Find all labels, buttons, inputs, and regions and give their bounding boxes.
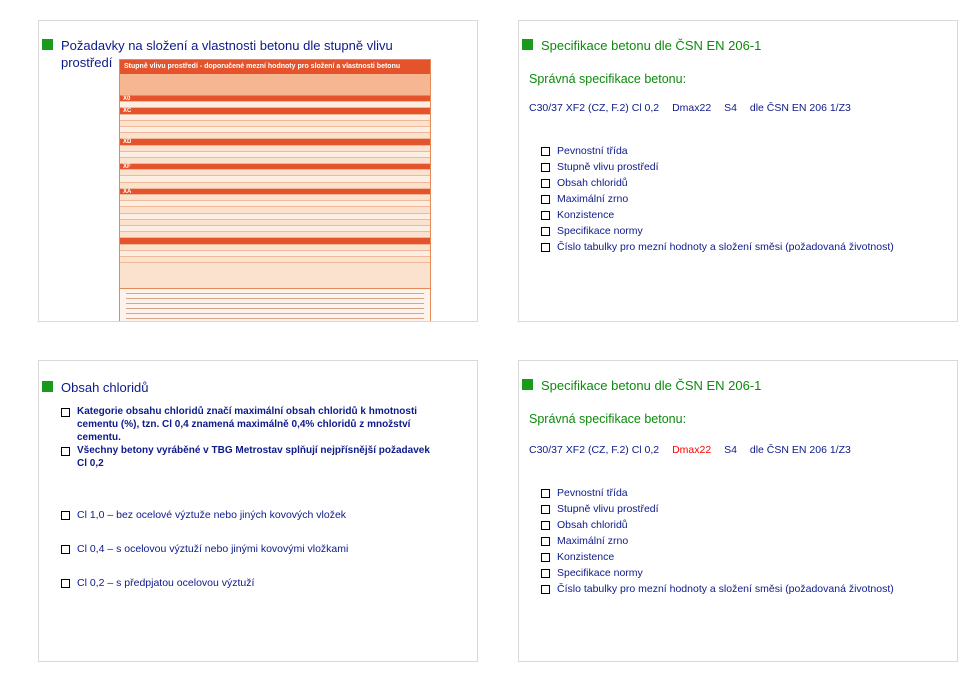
- bullet-square-icon: [42, 39, 53, 50]
- list-item: Specifikace normy: [539, 223, 939, 239]
- bullet-square-icon: [522, 379, 533, 390]
- spec-standard: dle ČSN EN 206 1/Z3: [749, 102, 851, 114]
- slide-requirements: [38, 20, 478, 322]
- list-item: Obsah chloridů: [539, 517, 939, 533]
- list-item: Kategorie obsahu chloridů značí maximální obsah chloridů k hmotnosti cementu (%), tzn. Cl 0,4 znamená maximálně 0,4% chloridů z množství cementu.: [59, 405, 439, 444]
- spec-chloride-class: Cl 0,2: [631, 444, 660, 456]
- spec-consistency: S4: [724, 102, 737, 114]
- table-row: [120, 257, 430, 263]
- spec-exposure-class: XF2 (CZ, F.2): [565, 444, 629, 456]
- spec-consistency: S4: [724, 444, 737, 456]
- table-column-header: [120, 74, 430, 96]
- table-footnotes: [120, 288, 430, 322]
- chloride-description-list: [59, 405, 439, 470]
- slide-title: Specifikace betonu dle ČSN EN 206-1: [541, 38, 762, 53]
- list-item: Obsah chloridů: [539, 175, 939, 191]
- table-category-row: X0: [120, 96, 430, 102]
- spec-header: Správná specifikace betonu:: [529, 72, 687, 86]
- list-item: Pevnostní třída: [539, 485, 939, 501]
- table-category-row: XC: [120, 108, 430, 114]
- slide-specification-2: [518, 360, 958, 662]
- spec-legend-list: [539, 143, 939, 255]
- list-item: Konzistence: [539, 207, 939, 223]
- spec-chloride-class: Cl 0,2: [631, 102, 660, 114]
- list-item: Stupně vlivu prostředí: [539, 501, 939, 517]
- list-item: Stupně vlivu prostředí: [539, 159, 939, 175]
- list-item: Všechny betony vyráběné v TBG Metrostav splňují nejpřísnější požadavek Cl 0,2: [59, 444, 439, 470]
- spec-line: [529, 101, 851, 115]
- slide-specification-1: [518, 20, 958, 322]
- spec-exposure-class: XF2 (CZ, F.2): [565, 102, 629, 114]
- list-item: Pevnostní třída: [539, 143, 939, 159]
- bullet-square-icon: [42, 381, 53, 392]
- spec-standard: dle ČSN EN 206 1/Z3: [749, 444, 851, 456]
- spec-line: [529, 443, 851, 457]
- table-category-row: XD: [120, 139, 430, 145]
- bullet-square-icon: [522, 39, 533, 50]
- table-category-row: XA: [120, 189, 430, 195]
- table-rows: [120, 96, 430, 263]
- list-item: Číslo tabulky pro mezní hodnoty a složení směsi (požadovaná životnost): [539, 581, 939, 597]
- list-item: Maximální zrno: [539, 191, 939, 207]
- spec-strength-class: C30/37: [529, 444, 563, 456]
- spec-header: Správná specifikace betonu:: [529, 412, 687, 426]
- slide-chloride-content: [38, 360, 478, 662]
- requirements-table-image: [119, 59, 431, 322]
- list-item: Specifikace normy: [539, 565, 939, 581]
- table-category-row: XF: [120, 164, 430, 170]
- list-item: Maximální zrno: [539, 533, 939, 549]
- spec-strength-class: C30/37: [529, 102, 563, 114]
- list-item: Cl 0,4 – s ocelovou výztuží nebo jinými kovovými vložkami: [59, 541, 459, 557]
- list-item: Cl 0,2 – s předpjatou ocelovou výztuží: [59, 575, 459, 591]
- list-item: Konzistence: [539, 549, 939, 565]
- spec-max-aggregate: Dmax22: [672, 444, 712, 456]
- list-item: Číslo tabulky pro mezní hodnoty a složení směsi (požadovaná životnost): [539, 239, 939, 255]
- chloride-levels-list: [59, 507, 459, 609]
- table-title: Stupně vlivu prostředí - doporučené mezní hodnoty pro složení a vlastnosti betonu: [120, 60, 430, 74]
- list-item: Cl 1,0 – bez ocelové výztuže nebo jiných kovových vložek: [59, 507, 459, 523]
- slide-title: Obsah chloridů: [61, 380, 149, 395]
- spec-legend-list: [539, 485, 939, 597]
- slide-title: Specifikace betonu dle ČSN EN 206-1: [541, 378, 762, 393]
- spec-max-aggregate: Dmax22: [672, 102, 712, 114]
- slide-title: Požadavky na složení a vlastnosti betonu dle stupně vlivu prostředí: [61, 38, 393, 70]
